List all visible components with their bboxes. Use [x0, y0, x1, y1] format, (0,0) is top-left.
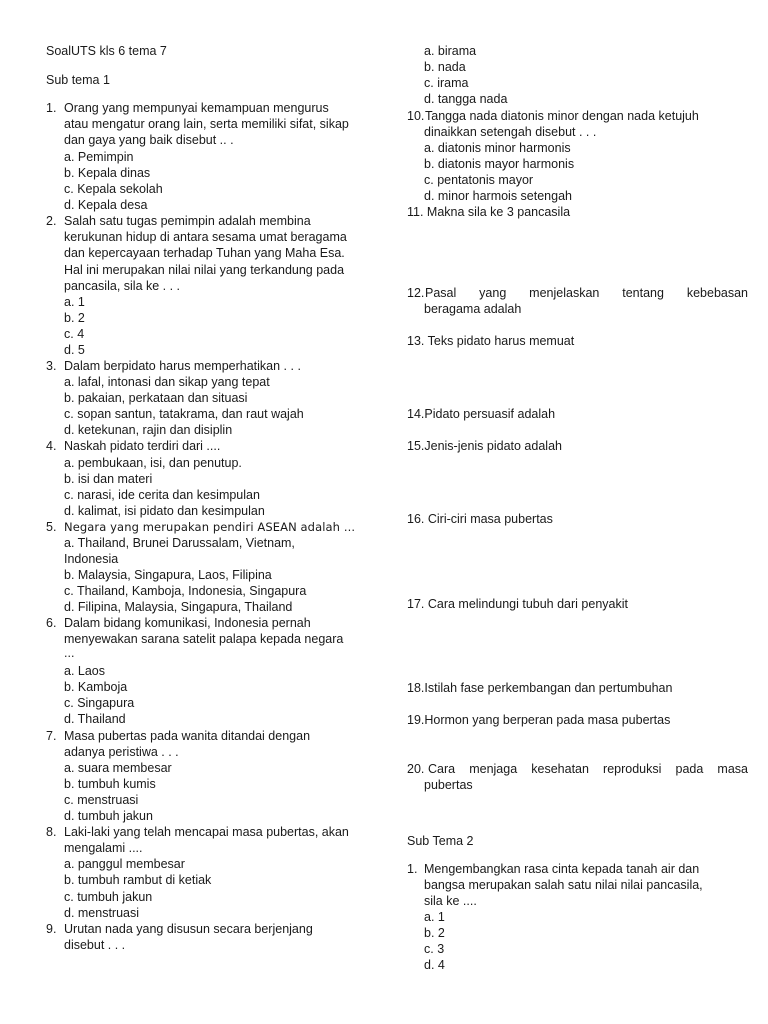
answer-option: Indonesia: [64, 552, 119, 566]
question-text: ...: [64, 646, 75, 660]
answer-option: c. 4: [64, 327, 85, 341]
question-text: Pasal yang menjelaskan tentang kebebasan: [425, 286, 748, 300]
answer-option: d. ketekunan, rajin dan disiplin: [64, 423, 233, 437]
question-text: 17. Cara melindungi tubuh dari penyakit: [407, 597, 628, 611]
question-text: 11. Makna sila ke 3 pancasila: [407, 205, 571, 219]
document-title: SoalUTS kls 6 tema 7: [46, 44, 167, 58]
answer-option: c. menstruasi: [64, 793, 139, 807]
answer-option: a. Thailand, Brunei Darussalam, Vietnam,: [64, 536, 295, 550]
answer-option: a. lafal, intonasi dan sikap yang tepat: [64, 375, 270, 389]
question-number: 20.: [407, 762, 425, 776]
question-number: 1.: [407, 862, 418, 876]
answer-option: d. tumbuh jakun: [64, 809, 153, 823]
question-number: 7.: [46, 729, 57, 743]
question-number: 4.: [46, 439, 57, 453]
question-text: 19.Hormon yang berperan pada masa pubertas: [407, 713, 671, 727]
question-text: Salah satu tugas pemimpin adalah membina: [64, 214, 311, 228]
question-text: dan gaya yang baik disebut .. .: [64, 133, 234, 147]
question-text: Hal ini merupakan nilai nilai yang terkandung pada: [64, 263, 345, 277]
answer-option: c. 3: [424, 942, 445, 956]
answer-option: d. minor harmois setengah: [424, 189, 572, 203]
question-text: Urutan nada yang disusun secara berjenjang: [64, 922, 313, 936]
question-number: 5.: [46, 520, 57, 534]
answer-option: d. 5: [64, 343, 85, 357]
question-text: Tangga nada diatonis minor dengan nada ketujuh: [425, 109, 699, 123]
answer-option: c. sopan santun, tatakrama, dan raut wajah: [64, 407, 304, 421]
answer-option: d. tangga nada: [424, 92, 508, 106]
question-text: Cara menjaga kesehatan reproduksi pada masa: [428, 762, 748, 776]
question-text: dan kepercayaan terhadap Tuhan yang Maha Esa.: [64, 246, 345, 260]
question-number: 2.: [46, 214, 57, 228]
answer-option: d. 4: [424, 958, 445, 972]
question-number: 1.: [46, 101, 57, 115]
question-text: 15.Jenis-jenis pidato adalah: [407, 439, 562, 453]
answer-option: b. 2: [424, 926, 445, 940]
question-text: pubertas: [424, 778, 473, 792]
answer-option: d. Filipina, Malaysia, Singapura, Thailand: [64, 600, 293, 614]
answer-option: a. pembukaan, isi, dan penutup.: [64, 456, 242, 470]
question-text: Mengembangkan rasa cinta kepada tanah air dan: [424, 862, 700, 876]
answer-option: a. 1: [424, 910, 445, 924]
answer-option: a. diatonis minor harmonis: [424, 141, 571, 155]
question-text: Masa pubertas pada wanita ditandai dengan: [64, 729, 311, 743]
question-text: 13. Teks pidato harus memuat: [407, 334, 575, 348]
answer-option: c. Singapura: [64, 696, 135, 710]
question-text: disebut . . .: [64, 938, 126, 952]
question-text: Orang yang mempunyai kemampuan mengurus: [64, 101, 329, 115]
question-text: dinaikkan setengah disebut . . .: [424, 125, 597, 139]
question-number: 8.: [46, 825, 57, 839]
question-text: atau mengatur orang lain, serta memiliki sifat, sikap: [64, 117, 349, 131]
question-text: menyewakan sarana satelit palapa kepada negara: [64, 632, 344, 646]
question-number: 10.: [407, 109, 425, 123]
question-text: Dalam bidang komunikasi, Indonesia pernah: [64, 616, 311, 630]
question-text: Laki-laki yang telah mencapai masa pubertas, akan: [64, 825, 349, 839]
question-text: 14.Pidato persuasif adalah: [407, 407, 556, 421]
answer-option: c. tumbuh jakun: [64, 890, 153, 904]
question-text: Naskah pidato terdiri dari ....: [64, 439, 221, 453]
question-number: 9.: [46, 922, 57, 936]
answer-option: b. Kamboja: [64, 680, 128, 694]
question-text: kerukunan hidup di antara sesama umat beragama: [64, 230, 347, 244]
answer-option: b. tumbuh kumis: [64, 777, 156, 791]
answer-option: b. tumbuh rambut di ketiak: [64, 873, 212, 887]
answer-option: a. birama: [424, 44, 477, 58]
question-text: pancasila, sila ke . . .: [64, 279, 181, 293]
question-text: Dalam berpidato harus memperhatikan . . .: [64, 359, 301, 373]
answer-option: a. Laos: [64, 664, 106, 678]
subtema-heading: Sub tema 1: [46, 73, 110, 87]
answer-option: b. nada: [424, 60, 466, 74]
question-number: 6.: [46, 616, 57, 630]
answer-option: d. Thailand: [64, 712, 126, 726]
answer-option: c. Thailand, Kamboja, Indonesia, Singapura: [64, 584, 307, 598]
answer-option: d. Kepala desa: [64, 198, 148, 212]
question-number: 3.: [46, 359, 57, 373]
question-number: 12.: [407, 286, 425, 300]
question-text: sila ke ....: [424, 894, 477, 908]
question-text: Negara yang merupakan pendiri ASEAN adalah ...: [64, 520, 356, 534]
question-text: 18.Istilah fase perkembangan dan pertumbuhan: [407, 681, 673, 695]
answer-option: a. Pemimpin: [64, 150, 134, 164]
question-text: beragama adalah: [424, 302, 522, 316]
answer-option: c. pentatonis mayor: [424, 173, 534, 187]
subtema-heading: Sub Tema 2: [407, 834, 474, 848]
question-text: adanya peristiwa . . .: [64, 745, 179, 759]
answer-option: a. panggul membesar: [64, 857, 185, 871]
question-text: bangsa merupakan salah satu nilai nilai pancasila,: [424, 878, 703, 892]
question-text: 16. Ciri-ciri masa pubertas: [407, 512, 553, 526]
answer-option: b. Malaysia, Singapura, Laos, Filipina: [64, 568, 272, 582]
answer-option: a. suara membesar: [64, 761, 172, 775]
answer-option: b. diatonis mayor harmonis: [424, 157, 575, 171]
answer-option: d. menstruasi: [64, 906, 140, 920]
answer-option: c. irama: [424, 76, 469, 90]
answer-option: b. 2: [64, 311, 85, 325]
answer-option: b. pakaian, perkataan dan situasi: [64, 391, 248, 405]
answer-option: b. isi dan materi: [64, 472, 153, 486]
question-text: mengalami ....: [64, 841, 143, 855]
answer-option: d. kalimat, isi pidato dan kesimpulan: [64, 504, 265, 518]
answer-option: c. Kepala sekolah: [64, 182, 163, 196]
answer-option: a. 1: [64, 295, 85, 309]
answer-option: c. narasi, ide cerita dan kesimpulan: [64, 488, 260, 502]
answer-option: b. Kepala dinas: [64, 166, 151, 180]
